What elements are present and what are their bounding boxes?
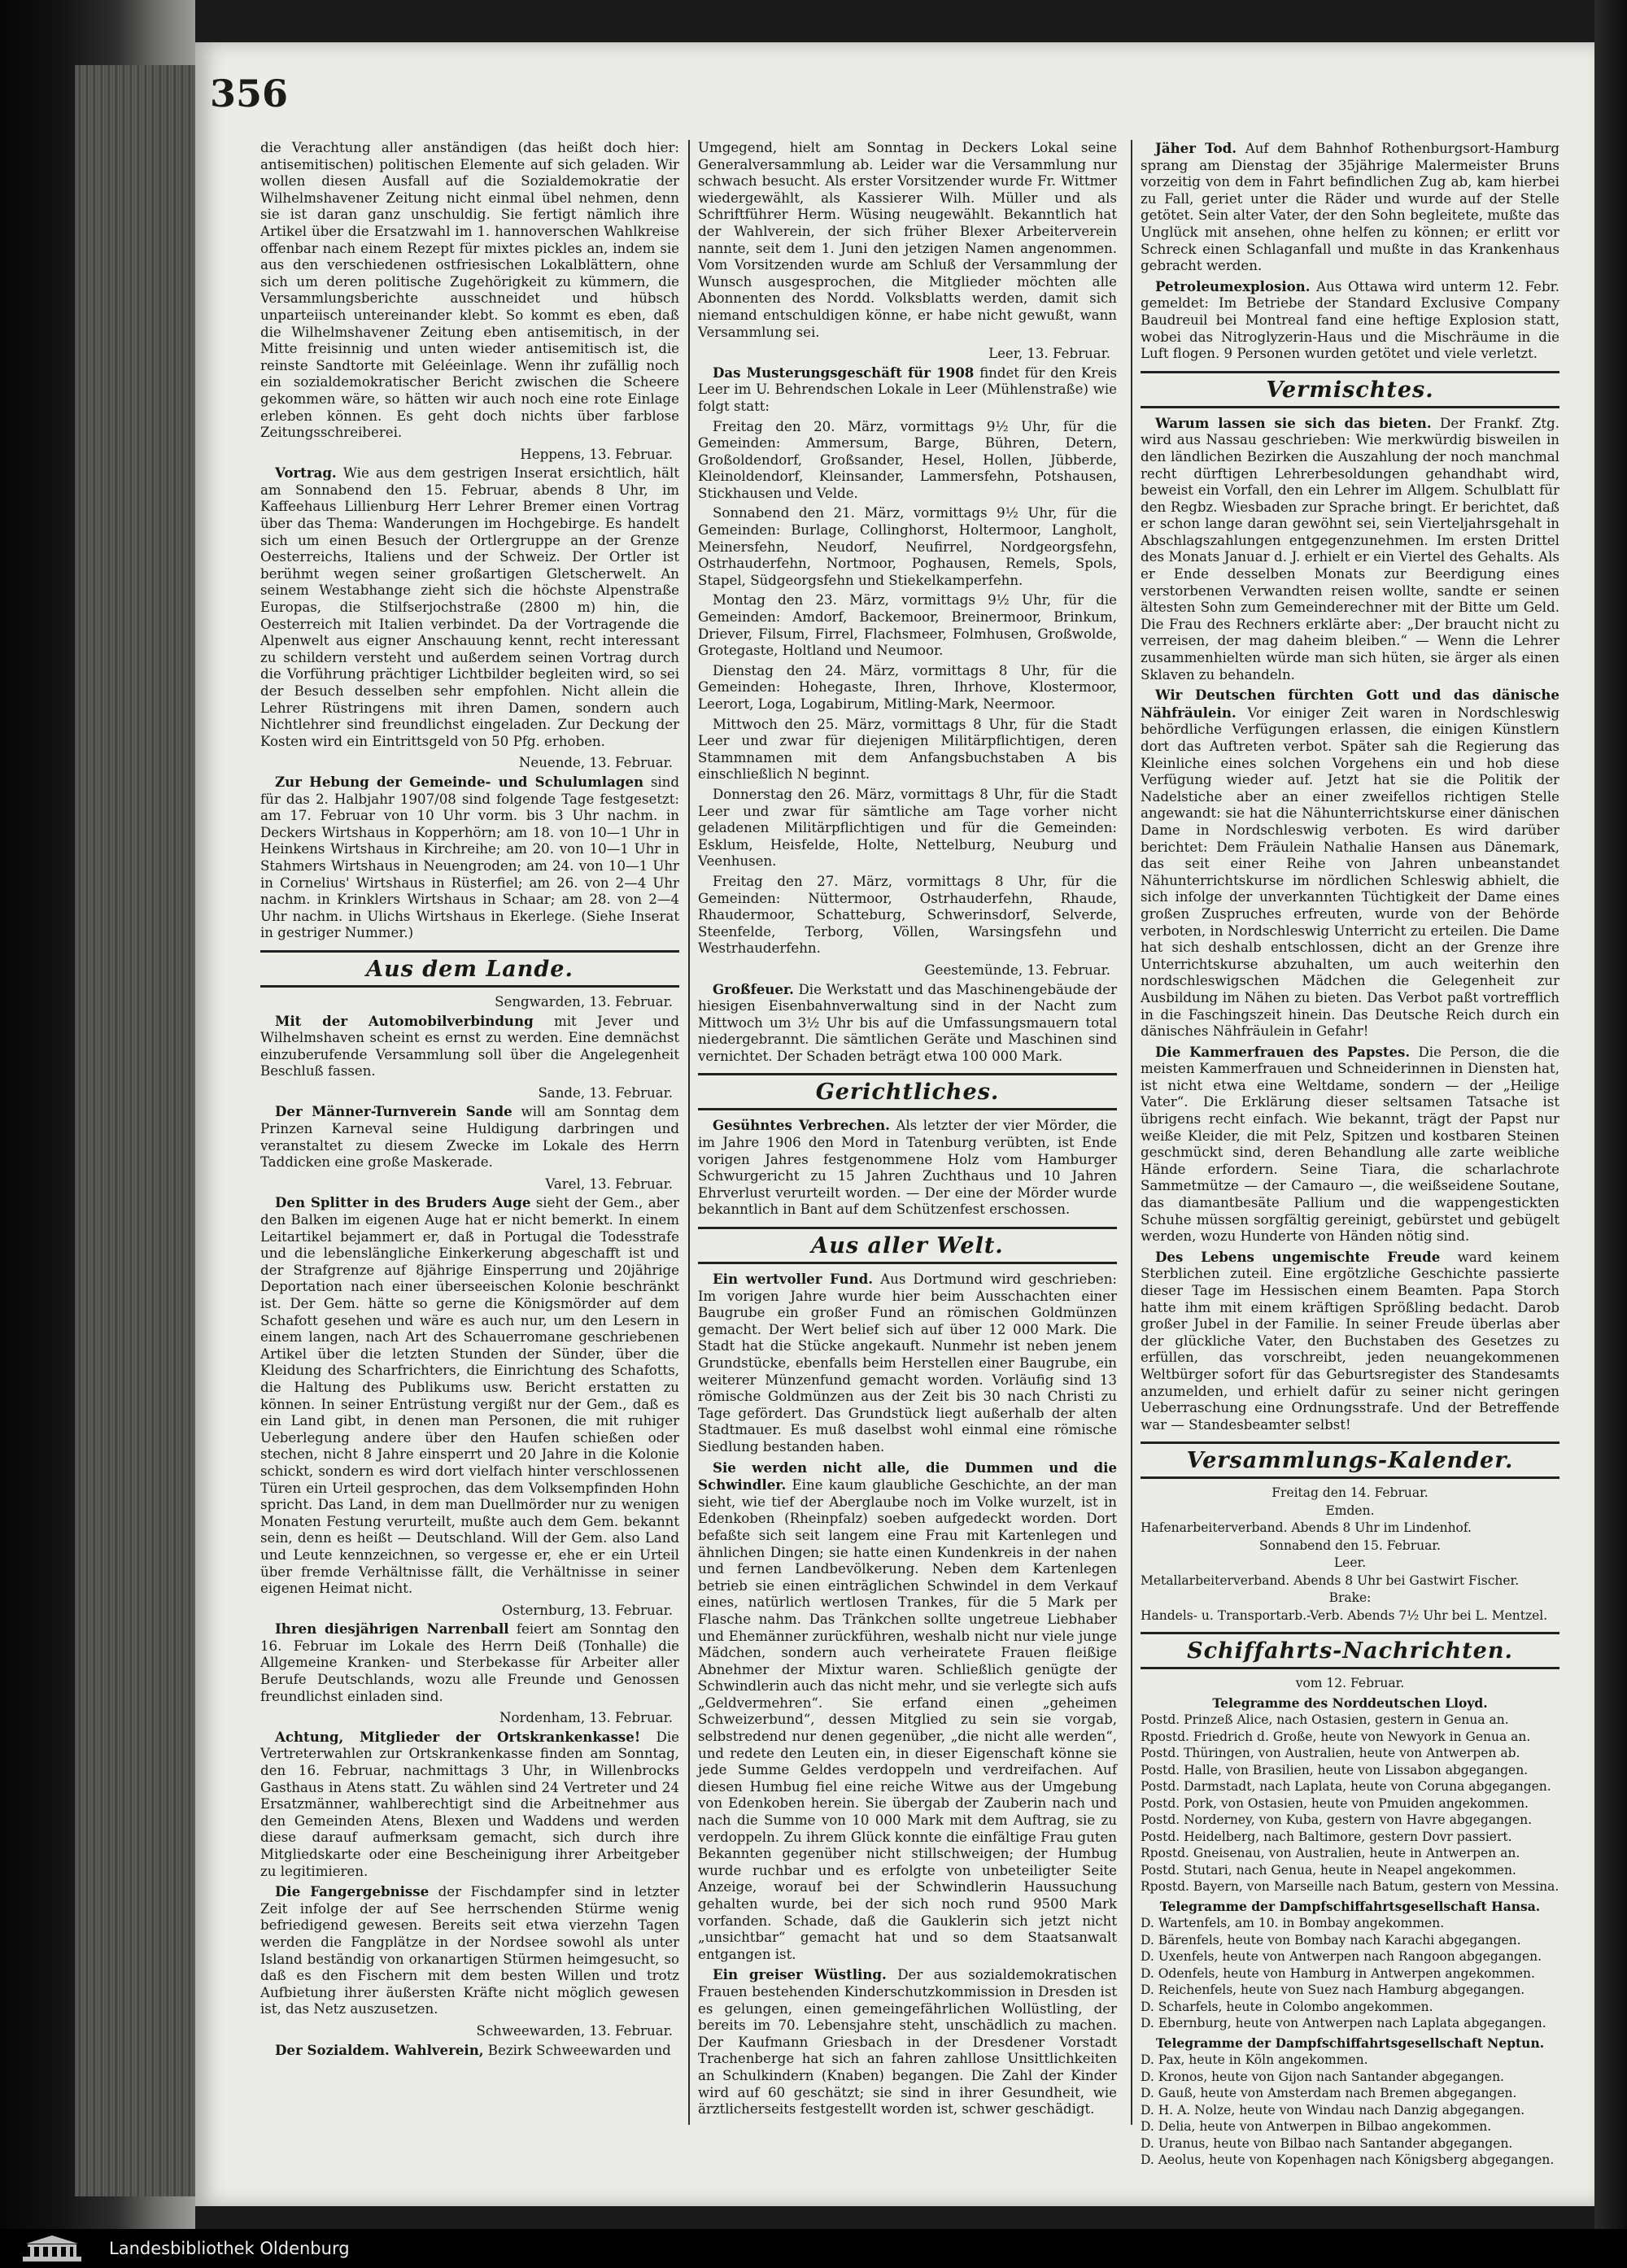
calendar-date: Sonnabend den 15. Februar. (1259, 1537, 1441, 1553)
newspaper-page (195, 42, 1594, 2206)
shipping-entry: D. Wartenfels, am 10. in Bombay angekommen. (1141, 1916, 1445, 1931)
shipping-entry: Postd. Thüringen, von Australien, heute von Antwerpen ab. (1141, 1746, 1520, 1761)
dateline: Varel, 13. Februar. (545, 1175, 673, 1192)
article-headline: Mit der Automobilverbindung (275, 1012, 534, 1029)
article-explosion (1141, 278, 1559, 363)
shipping-entry: Postd. Pork, von Ostasien, heute von Pmuiden angekommen. (1141, 1795, 1529, 1811)
article-body: Aus Dortmund wird geschrieben: Im vorigen Jahre wurde hier beim Ausschachten einer Baugrube ein großer Fund an römischen Goldmünzen gemacht. Der Wert belief sich auf über 12 000 Mark. Die Stadt hat die Stücke angekauft. Nunmehr ist neben jenem Grundstücke, ebenfalls beim Herstellen einer Baugrube, ein weiterer Münzenfund gemacht worden. Vorläufig sind 13 römische Goldmünzen aus der Zeit bis 30 nach Christi zu Tage gefördert. Das Grundstück liegt außerhalb der alten Stadtmauer. Es muß daselbst wohl einmal eine römische Siedlung bestanden haben. (698, 1271, 1117, 1455)
shipping-entry: Postd. Prinzeß Alice, nach Ostasien, gestern in Genua an. (1141, 1712, 1509, 1728)
article-headline: Des Lebens ungemischte Freude (1155, 1248, 1441, 1265)
article-body: feiert am Sonntag den 16. Februar im Lokale des Herrn Deiß (Tonhalle) die Allgemeine Kranken- und Sterbekasse für Arbeiter aller Berufe Deutschlands, wozu alle Freunde und Genossen freundlichst einladen sind. (260, 1621, 679, 1704)
article-body: Die Vertreterwahlen zur Ortskrankenkasse finden am Sonntag, den 16. Februar, nachmittags 3 Uhr, in Willenbrocks Gasthaus in Atens statt. Zu wählen sind 24 Vertreter und 24 Ersatzmänner, wahlberechtigt sind die Arbeitnehmer aus den Gemeinden Atens, Blexen und Waddens und werden diese darauf aufmerksam gemacht, sich durch ihre Mitgliedskarte oder eine Bescheinigung ihrer Arbeitgeber zu legitimieren. (260, 1729, 679, 1879)
dateline: Sande, 13. Februar. (538, 1084, 673, 1101)
article-body: findet für den Kreis Leer im U. Behrendschen Lokale in Leer (Mühlenstraße) wie folgt statt: (698, 364, 1118, 414)
article-freude (1141, 1249, 1559, 1434)
shipping-entry: D. Bärenfels, heute von Bombay nach Karachi abgegangen. (1141, 1932, 1521, 1947)
hansa-list (1141, 1916, 1559, 2032)
article-headline: Petroleumexplosion. (1155, 277, 1311, 294)
article-body: mit Jever und Wilhelmshaven scheint es ernst zu werden. Eine demnächst einzuberufende Versammlung soll über die Angelegenheit Beschluß fassen. (260, 1013, 679, 1079)
article-verbrechen (698, 1117, 1117, 1219)
dateline: Sengwarden, 13. Februar. (495, 993, 673, 1010)
calendar-city: Emden. (1325, 1503, 1375, 1518)
article-body: sieht der Gem., aber den Balken im eigenen Auge hat er nicht bemerkt. In einem Leitartikel bejammert er, daß in Portugal die Todesstrafe und die lebenslängliche Einkerkerung abgeschafft ist und der Strafgrenze auf 8jährige Einsperrung und 20jährige Deportation nach einer überseeischen Kolonie beschränkt ist. Der Gem. hätte so gerne die Königsmörder auf dem Schafott gesehen und wäre es auch nur, um den Lesern in einem langen, nach Art des Schauerromane geschriebenen Artikel über die letzten Stunden der Sünder, über die Kleidung des Scharfrichters, die Einrichtung des Schafotts, die Haltung des Publikums usw. Bericht erstatten zu können. In seiner Entrüstung vergißt nur der Gem., daß es ein Land gibt, in denen man Personen, die mit ruhiger Ueberlegung andere über den Haufen schießen oder stechen, nicht 8 Jahre einsperrt und 20 Jahre in die Kolonie schickt, sondern es wird dort vielfach hinter verschlossenen Türen ein Urteil gesprochen, das dem Volksempfinden Hohn spricht. Das Land, in dem man Duellmörder nur zu wenigen Monaten Festung verurteilt, mußte auch dem Gem. bekannt sein, denn es heißt — Deutschland. Will der Gem. also Land und Leute kennzeichnen, so vergesse er, ehe er ein Urteil über fremde Verhältnisse fällt, die Verhältnisse in seiner eigenen Heimat nicht. (260, 1195, 679, 1597)
shipping-entry: D. Uxenfels, heute von Antwerpen nach Rangoon abgegangen. (1141, 1949, 1542, 1965)
article-grossfeuer (698, 981, 1117, 1066)
section-heading: Schiffahrts-Nachrichten. (1141, 1632, 1559, 1669)
calendar-entry: Metallarbeiterverband. Abends 8 Uhr bei Gastwirt Fischer. (1141, 1572, 1520, 1588)
article-headline: Sie werden nicht alle, die Dummen und die Schwindler. (698, 1459, 1117, 1494)
shipping-entry: Rpostd. Gneisenau, von Australien, heute in Antwerpen an. (1141, 1846, 1520, 1861)
article-headline: Großfeuer. (713, 980, 794, 997)
shipping-entry: D. Kronos, heute von Gijon nach Santander abgegangen. (1141, 2069, 1504, 2084)
library-building-icon (20, 2232, 85, 2265)
article-wahlverein (260, 2042, 679, 2060)
shipping-entry: Postd. Stutari, nach Genua, heute in Neapel angekommen. (1141, 1862, 1516, 1878)
shipping-subheading: Telegramme des Norddeutschen Lloyd. (1212, 1694, 1488, 1711)
article-fund (698, 1271, 1117, 1456)
calendar-date: Freitag den 14. Februar. (1272, 1485, 1429, 1501)
shipping-subheading: Telegramme der Dampfschiffahrtsgesellschaft Neptun. (1155, 2035, 1545, 2051)
article-headline: Das Musterungsgeschäft für 1908 (713, 364, 975, 381)
article-paragraph: die Verachtung aller anständigen (das heißt doch hier: antisemitischen) politischen Elemente auf sich geladen. Wir wollen diesen Ausfall auf die Sozialdemokratie der Wilhelmshavener Zeitung nicht einmal übel nehmen, denn sie ist daran ganz unschuldig. Sie fertigt nämlich ihre Artikel über die Ersatzwahl im 1. hannoverschen Wahlkreise offenbar nach einem Rezept für mixtes pickles an, indem sie aus den verschiedenen ostfriesischen Lokalblättern, ohne sich um deren politische Zugehörigkeit zu kümmern, die Versammlungsberichte ausschneidet und hübsch unparteiisch untereinander klebt. So kommt es eben, daß die Wilhelmshavener Zeitung eben antisemitisch, in der Mitte freisinnig und unten wieder antisemitisch ist, die reinste Sandtorte mit Geléeinlage. Wenn ihr zufällig noch ein sozialdemokratischer Bericht zwischen die Scheere gekommen wäre, so hätten wir auch noch eine rote Einlage erleben können. Es geht doch nichts über farblose Zeitungsschreiberei. (260, 140, 679, 441)
article-body: Auf dem Bahnhof Rothenburgsort-Hamburg sprang am Dienstag der 35jährige Malermeister Bruns vorzeitig von dem in Fahrt befindlichen Zug ab, kam hierbei zu Fall, geriet unter die Räder und wurde auf der Stelle getötet. Sein alter Vater, der den Sohn begleitete, mußte das Unglück mit ansehen, ohne helfen zu können; er erlitt vor Schreck einen Schlaganfall und mußte in das Krankenhaus gebracht werden. (1141, 141, 1559, 274)
column-1 (260, 140, 679, 2125)
article-paragraph: Umgegend, hielt am Sonntag in Deckers Lokal seine Generalversammlung ab. Leider war die Versammlung nur schwach besucht. Als erster Vorsitzender wurde Fr. Wittmer wiedergewählt, als Kassierer Wilh. Müller und als Schriftführer Herm. Wüsing neugewählt. Bekanntlich hat der Wahlverein, der sich früher Blexer Arbeiterverein nannte, seit dem 1. Juni den jetzigen Namen angenommen. Vom Vorsitzenden wurde am Schluß der Versammlung der Wunsch ausgesprochen, die Mitglieder möchten alle Abonnenten des Nordd. Volksblatts werden, damit sich niemand entschuldigen könne, er habe nicht gewußt, wann Versammlung sei. (698, 140, 1117, 340)
article-body: Der Frankf. Ztg. wird aus Nassau geschrieben: Wie merkwürdig bisweilen in den ländlichen Bezirken die Auszahlung der noch manchmal recht dürftigen Lehrerbesoldungen gehandhabt wird, beweist ein Vorfall, den ein Lehrer im Allgem. Schulblatt für den Regbz. Wiesbaden zur Sprache bringt. Er berichtet, daß er schon lange daran gewöhnt sei, sein Vierteljahrsgehalt in Abschlagszahlungen entgegenzunehmen. Im ersten Drittel des Monats Januar d. J. erhielt er ein Viertel des Gehalts. Als er Ende desselben Monats zur Beerdigung eines verstorbenen Verwandten reisen wollte, sandte er seinen ältesten Sohn zum Gemeinderechner mit der Bitte um Geld. Die Frau des Rechners erklärte aber: „Der braucht nicht zu verreisen, der mag daheim bleiben.“ — Wenn die Lehrer zusammenhielten würde man sich hüten, sie ärger als einen Sklaven zu behandeln. (1141, 415, 1559, 683)
section-heading: Vermischtes. (1141, 371, 1559, 408)
article-hebung (260, 774, 679, 942)
shipping-entry: D. Delia, heute von Antwerpen in Bilbao angekommen. (1141, 2119, 1492, 2135)
article-turnverein (260, 1103, 679, 1171)
shipping-news (1141, 1676, 1559, 2169)
scan-background-right (1594, 0, 1627, 2229)
article-body: Wie aus dem gestrigen Inserat ersichtlich, hält am Sonnabend den 15. Februar, abends 8 Uhr, im Kaffeehaus Lillienburg Herr Lehrer Bremer einen Vortrag über das Thema: Wanderungen im Hochgebirge. Es handelt sich um einen Besuch der Ortlergruppe an der Grenze Oesterreichs, Italiens und der Schweiz. Der Ortler ist berühmt wegen seiner großartigen Gletscherwelt. An seinem Westabhange zieht sich die höchste Alpenstraße Europas, die Stilfserjochstraße (2800 m) hin, die Oesterreich mit Italien verbindet. Da der Vortragende die Alpenwelt aus eigner Anschauung kennt, recht interessant zu schildern versteht und außerdem seinen Vortrag durch die Vorführung prächtiger Lichtbilder begleiten wird, so sei der Besuch desselben sehr empfohlen. Nicht allein die Lehrer Rüstringens mit ihren Damen, sondern auch Nichtlehrer sind freundlichst eingeladen. Zur Deckung der Kosten wird ein Eintrittsgeld von 50 Pfg. erhoben. (260, 465, 679, 749)
article-paragraph: Donnerstag den 26. März, vormittags 8 Uhr, für die Stadt Leer und zwar für sämtliche am Tage vorher nicht geladenen Militärpflichtigen und für die Gemeinden: Esklum, Heisfelde, Holte, Nettelburg, Neuburg und Veenhusen. (698, 786, 1117, 870)
dateline: Neuende, 13. Februar. (518, 755, 673, 771)
shipping-date: vom 12. Februar. (1295, 1676, 1405, 1691)
article-headline: Vortrag. (275, 465, 337, 482)
article-body: ward keinem Sterblichen zuteil. Eine ergötzliche Geschichte passierte dieser Tage im Hessischen einem Beamten. Papa Storch hatte ihm mit einem kräftigen Sprößling bedacht. Darob großer Jubel in der Familie. In seiner Freude überlas aber der glückliche Vater, den Buchstaben des Gesetzes zu erfüllen, das vorschreibt, jeden neuangekommenen Weltbürger sofort für das Geburtsregister des Standesamts anzumelden, und erhielt dafür zu seiner nicht geringen Ueberraschung eine Ordnungsstrafe. Und der Betreffende war — Standesbeamter selbst! (1141, 1249, 1560, 1433)
article-body: Der aus sozialdemokratischen Frauen bestehenden Kinderschutzkommission in Dresden ist es gelungen, einen gemeingefährlichen Wollüstling, der bereits im 70. Lebensjahre steht, unschädlich zu machen. Der Kaufmann Griesbach in der Dresdener Vorstadt Trachenberge hat sich an fahren zahllose Unsittlichkeiten an Schulkindern (Knaben) begangen. Die Zahl der Kinder wird auf 60 geschätzt; sie sind in ihrer Gesundheit, wie ärztlicherseits festgestellt worden ist, schwer geschädigt. (698, 1967, 1117, 2118)
shipping-entry: D. Aeolus, heute von Kopenhagen nach Königsberg abgegangen. (1141, 2152, 1555, 2168)
article-body: Die Person, die die meisten Kammerfrauen und Schneiderinnen in Diensten hat, ist nicht etwa eine Weltdame, sondern — der „Heilige Vater“. Die Erklärung dieser seltsamen Tatsache ist übrigens recht einfach. Wie bekannt, trägt der Papst nur weiße Kleider, die mit Pelz, Spitzen und kostbaren Steinen geschmückt sind, deren Behandlung alle zarte weibliche Hände erfordern. Seine Tiara, die scharlachrote Sammetmütze — der Camauro —, die weißseidene Soutane, das diamantbesäte Pallium und die wappengestickten Schuhe müssen sorgfältig gereinigt, gebürstet und gebügelt werden, wozu Hunderte von Händen nötig sind. (1141, 1044, 1559, 1245)
dateline: Leer, 13. Februar. (988, 346, 1110, 362)
shipping-entry: Postd. Heidelberg, nach Baltimore, gestern Dovr passiert. (1141, 1829, 1512, 1844)
article-paragraph: Mittwoch den 25. März, vormittags 8 Uhr, für die Stadt Leer und zwar für diejenigen Militärpflichtigen, deren Stammnamen mit dem Anfangsbuchstaben A bis einschließlich N beginnt. (698, 716, 1117, 783)
article-body: sind für das 2. Halbjahr 1907/08 sind folgende Tage festgesetzt: am 17. Februar von 10 Uhr vorm. bis 3 Uhr nachm. in Deckers Wirtshaus in Kopperhörn; am 18. von 10—1 Uhr in Heinkens Wirtshaus in Kirchreihe; am 20. von 10—1 Uhr in Stahmers Wirtshaus in Neuengroden; am 24. von 10—1 Uhr in Cornelius' Wirtshaus in Rüsterfiel; am 26. von 2—4 Uhr nachm. in Krinklers Wirtshaus in Schaar; am 28. von 2—4 Uhr nachm. in Ulichs Wirtshaus in Ekerlege. (Siehe Inserat in gestriger Nummer.) (260, 774, 679, 941)
meeting-calendar (1141, 1485, 1559, 1624)
article-wuestling (698, 1966, 1117, 2118)
shipping-entry: Postd. Darmstadt, nach Laplata, heute von Coruna abgegangen. (1141, 1779, 1551, 1795)
article-body: will am Sonntag dem Prinzen Karneval seine Huldigung darbringen und veranstaltet zu diesem Zwecke im Lokale des Herrn Taddicken eine große Maskerade. (260, 1104, 679, 1171)
article-headline: Ihren diesjährigen Narrenball (275, 1620, 509, 1638)
article-paragraph: Freitag den 20. März, vormittags 9½ Uhr, für die Gemeinden: Ammersum, Barge, Bühren, Detern, Großoldendorf, Großsander, Hesel, Hollen, Jübberde, Kleinoldendorf, Kleinsander, Lammersfehn, Potshausen, Stickhausen und Velde. (698, 418, 1117, 501)
column-rule (1131, 140, 1132, 2125)
article-musterung (698, 364, 1117, 416)
article-auto (260, 1013, 679, 1080)
shipping-entry: Rpostd. Bayern, von Marseille nach Batum, gestern von Messina. (1141, 1879, 1559, 1895)
article-headline: Ein wertvoller Fund. (713, 1271, 874, 1288)
dateline: Heppens, 13. Februar. (520, 446, 673, 462)
article-paragraph: Dienstag den 24. März, vormittags 8 Uhr, für die Gemeinden: Hohegaste, Ihren, Ihrhove, Klostermoor, Leerort, Loga, Logabirum, Mitling-Mark, Neermoor. (698, 662, 1117, 712)
article-lehrer (1141, 415, 1559, 684)
dateline: Geestemünde, 13. Februar. (924, 962, 1110, 978)
shipping-subheading: Telegramme der Dampfschiffahrtsgesellschaft Hansa. (1159, 1898, 1541, 1914)
shipping-entry: D. Uranus, heute von Bilbao nach Santander abgegangen. (1141, 2135, 1513, 2151)
article-headline: Der Männer-Turnverein Sande (275, 1103, 513, 1120)
footer-bar (0, 2229, 1627, 2268)
article-body: Die Werkstatt und das Maschinengebäude der hiesigen Eisenbahnverwaltung sind in der Nacht zum Mittwoch um 3½ Uhr bis auf die Umfassungsmauern total niedergebrannt. Die sämtlichen Geräte und Maschinen sind vernichtet. Der Schaden beträgt etwa 100 000 Mark. (698, 981, 1117, 1064)
column-2 (698, 140, 1117, 2125)
article-schwindler (698, 1459, 1117, 1964)
shipping-entry: Postd. Halle, von Brasilien, heute von Lissabon abgegangen. (1141, 1762, 1529, 1777)
shipping-entry: D. Scharfels, heute in Colombo angekommen. (1141, 1999, 1433, 2014)
shipping-entry: D. Reichenfels, heute von Suez nach Hamburg abgegangen. (1141, 1982, 1525, 1998)
dateline: Osternburg, 13. Februar. (501, 1602, 673, 1618)
section-heading: Versammlungs-Kalender. (1141, 1441, 1559, 1479)
article-body: Aus Ottawa wird unterm 12. Febr. gemeldet: Im Betriebe der Standard Exclusive Company Baudreuil bei Montreal fand eine heftige Explosion statt, wobei das Nitroglyzerin-Haus und die Mischräume in die Luft flogen. 9 Personen wurden getötet und viele verletzt. (1141, 278, 1559, 362)
article-paragraph: Freitag den 27. März, vormittags 8 Uhr, für die Gemeinden: Nüttermoor, Ostrhauderfehn, Rhaude, Rhaudermoor, Schatteburg, Schwerinsdorf, Selverde, Steenfelde, Terborg, Völlen, Warsingsfehn und Westrhauderfehn. (698, 873, 1117, 957)
shipping-entry: D. Ebernburg, heute von Antwerpen nach Laplata abgegangen. (1141, 2016, 1546, 2031)
column-3 (1141, 140, 1560, 2168)
page-number: 356 (210, 72, 289, 116)
article-headline: Ein greiser Wüstling. (713, 1966, 887, 1983)
article-fangergebnisse (260, 1883, 679, 2018)
article-headline: Den Splitter in des Bruders Auge (275, 1194, 531, 1211)
article-body: Eine kaum glaubliche Geschichte, an der man sieht, wie tief der Aberglaube noch im Volke wurzelt, ist in Edenkoben (Rheinpfalz) soeben aufgedeckt worden. Dort befaßte sich seit langem eine Frau mit Kartenlegen und ähnlichen Dingen; sie hatte einen Kundenkreis in der nahen und fernen Landbevölkerung. Neben dem Kartenlegen betrieb sie einen einträglichen Schwindel in dem Verkauf eines, natürlich wertlosen Trankes, für die 5 Mark per Flasche nahm. Das Tränkchen sollte ungetreue Liebhaber und Ehemänner zurückführen, weshalb nicht nur viele junge Mädchen, sondern auch verheiratete Frauen fleißige Abnehmer der Mixtur waren. Schließlich genügte der Schwindlerin auch das nicht mehr, und sie verlegte sich aufs „Geldvermehren“. Sie erfand einen „geheimen Schweizerbund“, dessen Mitglied zu sein sie vorgab, selbstredend nur denen gegenüber, „die nicht alle werden“, und redete den Leuten ein, in dieser Eigenschaft könne sie jede Summe Geldes verdoppeln und verdreifachen. Auf diesen Humbug fiel eine reiche Witwe aus der Umgebung von Edenkoben herein. Sie übergab der Zauberin nach und nach die Summe von 10 000 Mark mit dem Auftrag, sie zu verdoppeln. Zu ihrem Glück konnte die einfältige Frau guten Bekannten gegenüber nicht stillschweigen; der Humbug wurde ruchbar und es erfolgte von unbeteiligter Seite Anzeige, worauf bei der Schwindlerin Haussuchung gehalten wurde, bei der sich noch rund 9500 Mark vorfanden. Schade, daß die Gauklerin sich jetzt nicht „unsichtbar“ gemacht hat und so dem Staatsanwalt entgangen ist. (698, 1477, 1117, 1962)
shipping-entry: Postd. Norderney, von Kuba, gestern von Havre abgegangen. (1141, 1812, 1533, 1828)
shipping-entry: Rpostd. Friedrich d. Große, heute von Newyork in Genua an. (1141, 1729, 1531, 1744)
article-narrenball (260, 1620, 679, 1705)
calendar-city: Leer. (1333, 1555, 1367, 1571)
article-headline: Zur Hebung der Gemeinde- und Schulumlagen (275, 773, 644, 790)
article-body: Vor einiger Zeit waren in Nordschleswig behördliche Verfügungen erlassen, die einigen Künstlern dort das Auftreten verbot. Später sah die Regierung das Kleinliche eines solchen Vorgehens ein und hob diese Verfügung wieder auf. Jetzt hat sie die Politik der Nadelstiche aber an einer zweifellos richtigen Stelle angewandt: sie hat die Nähunterrichtskurse einer dänischen Dame in Nordschleswig verboten. Es wird darüber berichtet: Dem Fräulein Nathalie Hansen aus Dänemark, das seit einer Reihe von Jahren unbeanstandet Nähunterrichtskurse im nördlichen Schleswig abhielt, die sich infolge der unverkannten Tüchtigkeit der Dame eines großen Zuspruches erfreuten, wurde von der Behörde verboten, in Nordschleswig Unterricht zu erteilen. Die Dame hat sich deshalb entschlossen, dicht an der Grenze ihre Unterrichtskurse abzuhalten, um auch weiterhin den nordschleswigschen Mädchen die Gelegenheit zur Ausbildung im Nähen zu bieten. Das Verbot paßt vortrefflich in die Faschingszeit hinein. Das Deutsche Reich durch ein dänisches Nähfräulein in Gefahr! (1141, 704, 1559, 1040)
lloyd-list (1141, 1712, 1559, 1895)
calendar-city: Brake: (1328, 1590, 1372, 1606)
calendar-entry: Hafenarbeiterverband. Abends 8 Uhr im Lindenhof. (1141, 1520, 1472, 1536)
article-splitter (260, 1194, 679, 1597)
book-binding (75, 65, 198, 2196)
article-paragraph: Montag den 23. März, vormittags 9½ Uhr, für die Gemeinden: Amdorf, Backemoor, Breinermoor, Brinkum, Driever, Filsum, Firrel, Flachsmeer, Folmhusen, Großwolde, Grotegaste, Holtland und Neumoor. (698, 592, 1117, 659)
article-paragraph: Sonnabend den 21. März, vormittags 9½ Uhr, für die Gemeinden: Burlage, Collinghorst, Holtermoor, Langholt, Meinersfehn, Neudorf, Neufirrel, Nordgeorgsfehn, Ostrhauderfehn, Nortmoor, Poghausen, Remels, Spols, Stapel, Südgeorgsfehn und Stiekelkamperfehn. (698, 505, 1117, 588)
article-body: Als letzter der vier Mörder, die im Jahre 1906 den Mord in Tatenburg verübten, ist Ende vorigen Jahres festgenommene Holz vom Hamburger Schwurgericht zu 15 Jahren Zuchthaus und 10 Jahren Ehrverlust verurteilt worden. — Der eine der Mörder wurde bekanntlich in Bant auf dem Schützenfest erschossen. (698, 1118, 1117, 1218)
article-headline: Jäher Tod. (1155, 140, 1237, 156)
dateline: Schweewarden, 13. Februar. (476, 2022, 673, 2039)
article-headline: Der Sozialdem. Wahlverein, (275, 2041, 484, 2058)
article-headline: Gesühntes Verbrechen. (713, 1117, 890, 1134)
column-rule (688, 140, 690, 2125)
article-naehfraeulein (1141, 687, 1559, 1040)
section-heading: Aus aller Welt. (698, 1227, 1117, 1264)
shipping-entry: D. H. A. Nolze, heute von Windau nach Danzig abgegangen. (1141, 2102, 1525, 2118)
section-heading: Gerichtliches. (698, 1073, 1117, 1110)
article-body: der Fischdampfer sind in letzter Zeit infolge der auf See herrschenden Stürme wenig befriedigend gewesen. Bereits seit etwa vierzehn Tagen werden die Fangplätze in der Nordsee sowohl als unter Island beständig von orkanartigen Stürmen heimgesucht, so daß es den Fischern mit dem besten Willen und trotz Aufbietung ihrer äußersten Kräfte nicht möglich gewesen ist, das Netz auszusetzen. (260, 1884, 680, 2017)
neptun-list (1141, 2052, 1559, 2169)
calendar-entry: Handels- u. Transportarb.-Verb. Abends 7½ Uhr bei L. Mentzel. (1141, 1607, 1548, 1623)
article-body: Bezirk Schweewarden und (483, 2042, 671, 2058)
shipping-entry: D. Odenfels, heute von Hamburg in Antwerpen angekommen. (1141, 1965, 1535, 1981)
shipping-entry: D. Pax, heute in Köln angekommen. (1141, 2052, 1368, 2068)
section-heading: Aus dem Lande. (260, 950, 679, 988)
footer-library-name: Landesbibliothek Oldenburg (109, 2239, 350, 2258)
article-headline: Die Fangergebnisse (275, 1883, 430, 1900)
article-headline: Wir Deutschen fürchten Gott und das dänische Nähfräulein. (1141, 687, 1559, 721)
article-headline: Die Kammerfrauen des Papstes. (1155, 1043, 1411, 1060)
article-kammerfrauen (1141, 1044, 1559, 1245)
article-ortskrankenkasse (260, 1729, 679, 1880)
article-headline: Achtung, Mitglieder der Ortskrankenkasse! (275, 1728, 641, 1745)
article-headline: Warum lassen sie sich das bieten. (1155, 414, 1432, 431)
article-vortrag (260, 465, 679, 750)
dateline: Nordenham, 13. Februar. (499, 1710, 673, 1726)
article-tod (1141, 140, 1559, 275)
shipping-entry: D. Gauß, heute von Amsterdam nach Bremen abgegangen. (1141, 2086, 1517, 2101)
